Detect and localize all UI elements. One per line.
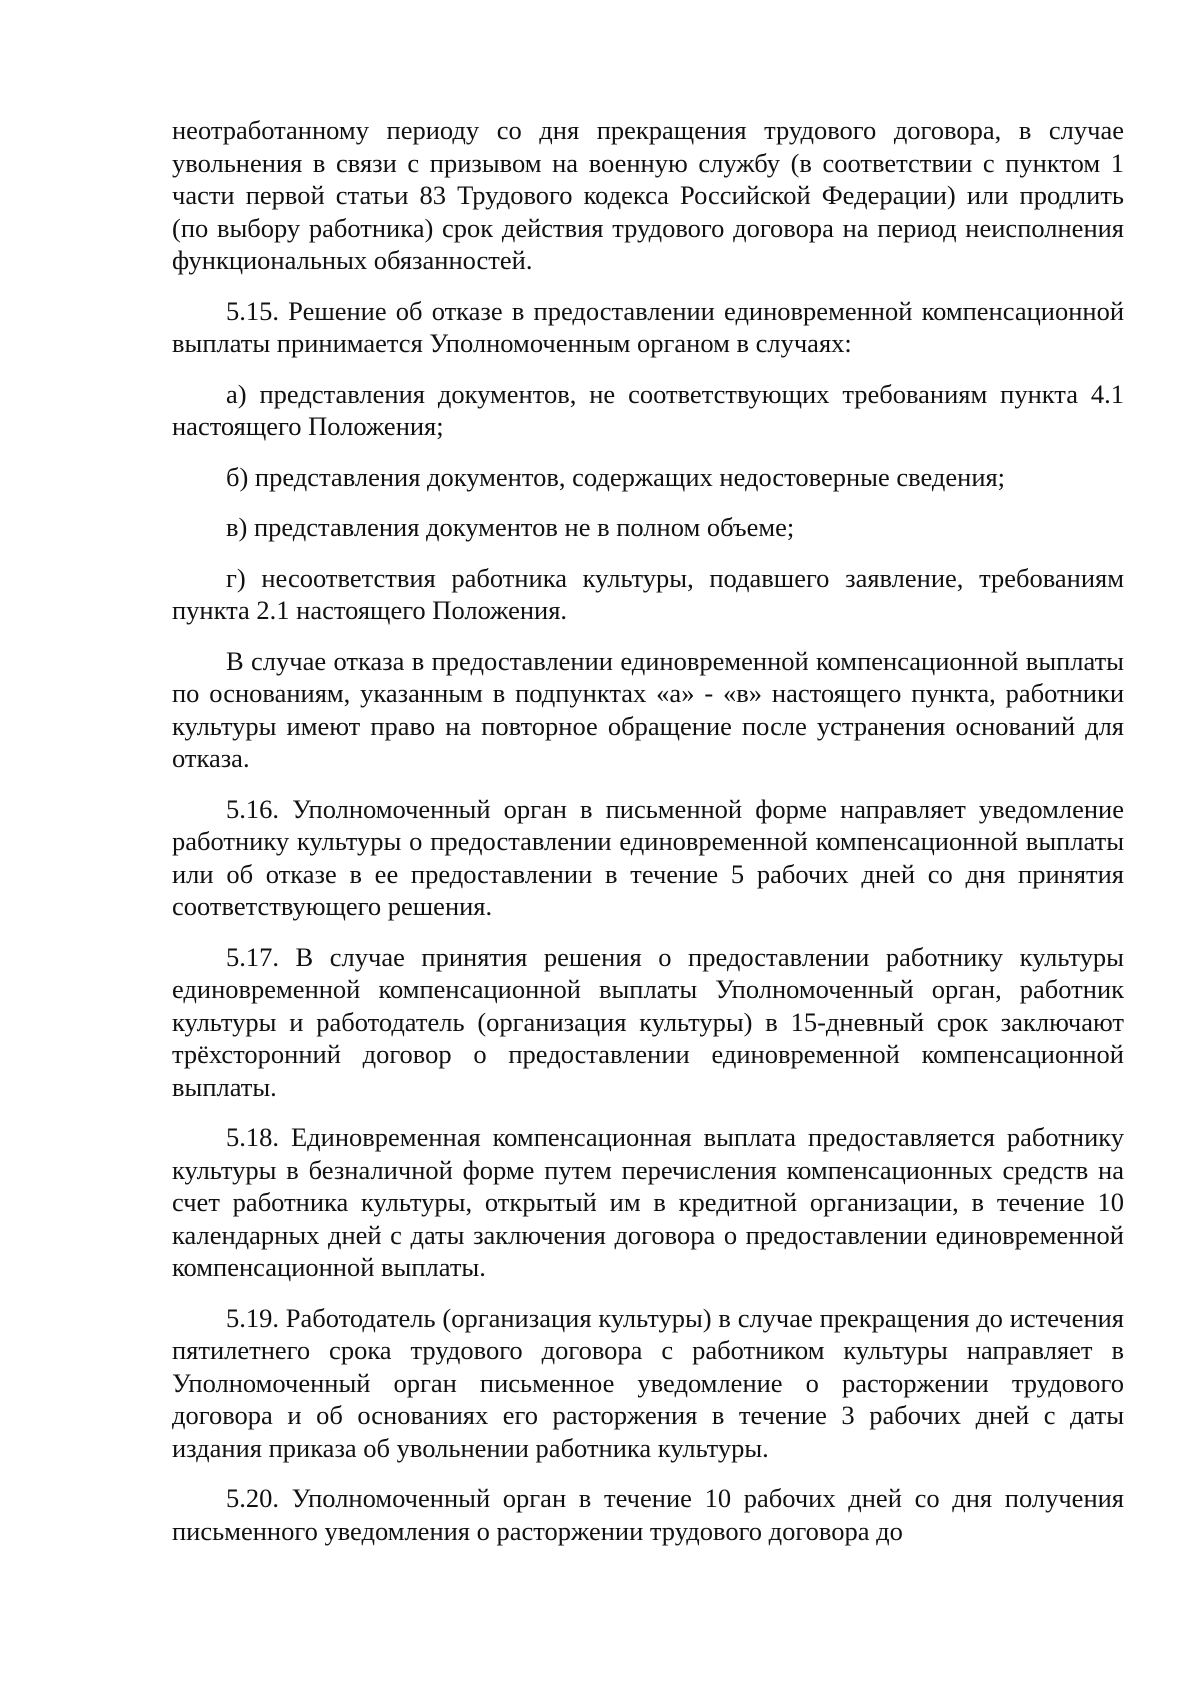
paragraph-item-g: г) несоответствия работника культуры, подавшего заявление, требованиям пункта 2.1 настоящего Положения.: [172, 562, 1124, 625]
paragraph-item-a: а) представления документов, не соответствующих требованиям пункта 4.1 настоящего Положения;: [172, 378, 1124, 441]
document-body: [172, 114, 1124, 1565]
paragraph-5-18: 5.18. Единовременная компенсационная выплата предоставляется работнику культуры в безналичной форме путем перечисления компенсационных средств на счет работника культуры, открытый им в кредитной организации, в течение 10 календарных дней с даты заключения договора о предоставлении единовременной компенсационной выплаты.: [172, 1122, 1124, 1282]
paragraph-5-15: 5.15. Решение об отказе в предоставлении единовременной компенсационной выплаты принимается Уполномоченным органом в случаях:: [172, 295, 1124, 358]
paragraph-5-17: 5.17. В случае принятия решения о предоставлении работнику культуры единовременной компенсационной выплаты Уполномоченный орган, работник культуры и работодатель (организация культуры) в 15-дневный срок заключают трёхсторонний договор о предоставлении единовременной компенсационной выплаты.: [172, 941, 1124, 1102]
paragraph-item-v: в) представления документов не в полном объеме;: [226, 512, 795, 542]
paragraph-5-19: 5.19. Работодатель (организация культуры) в случае прекращения до истечения пятилетнего срока трудового договора с работником культуры направляет в Уполномоченный орган письменное уведомление о расторжении трудового договора и об основаниях его расторжения в течение 3 рабочих дней с даты издания приказа об увольнении работника культуры.: [172, 1302, 1124, 1463]
paragraph-refusal-note: В случае отказа в предоставлении единовременной компенсационной выплаты по основаниям, указанным в подпунктах «а» - «в» настоящего пункта, работники культуры имеют право на повторное обращение после устранения оснований для отказа.: [172, 645, 1124, 773]
paragraph-item-b: б) представления документов, содержащих недостоверные сведения;: [226, 461, 1006, 492]
paragraph-continuation: неотработанному периоду со дня прекращения трудового договора, в случае увольнения в связи с призывом на военную службу (в соответствии с пунктом 1 части первой статьи 83 Трудового кодекса Российской Федерации) или продлить (по выбору работника) срок действия трудового договора на период неисполнения функциональных обязанностей.: [172, 115, 1124, 275]
paragraph-5-16: 5.16. Уполномоченный орган в письменной форме направляет уведомление работнику культуры о предоставлении единовременной компенсационной выплаты или об отказе в ее предоставлении в течение 5 рабочих дней со дня принятия соответствующего решения.: [172, 793, 1124, 921]
paragraph-5-20: 5.20. Уполномоченный орган в течение 10 рабочих дней со дня получения письменного уведомления о расторжении трудового договора до: [172, 1483, 1124, 1546]
